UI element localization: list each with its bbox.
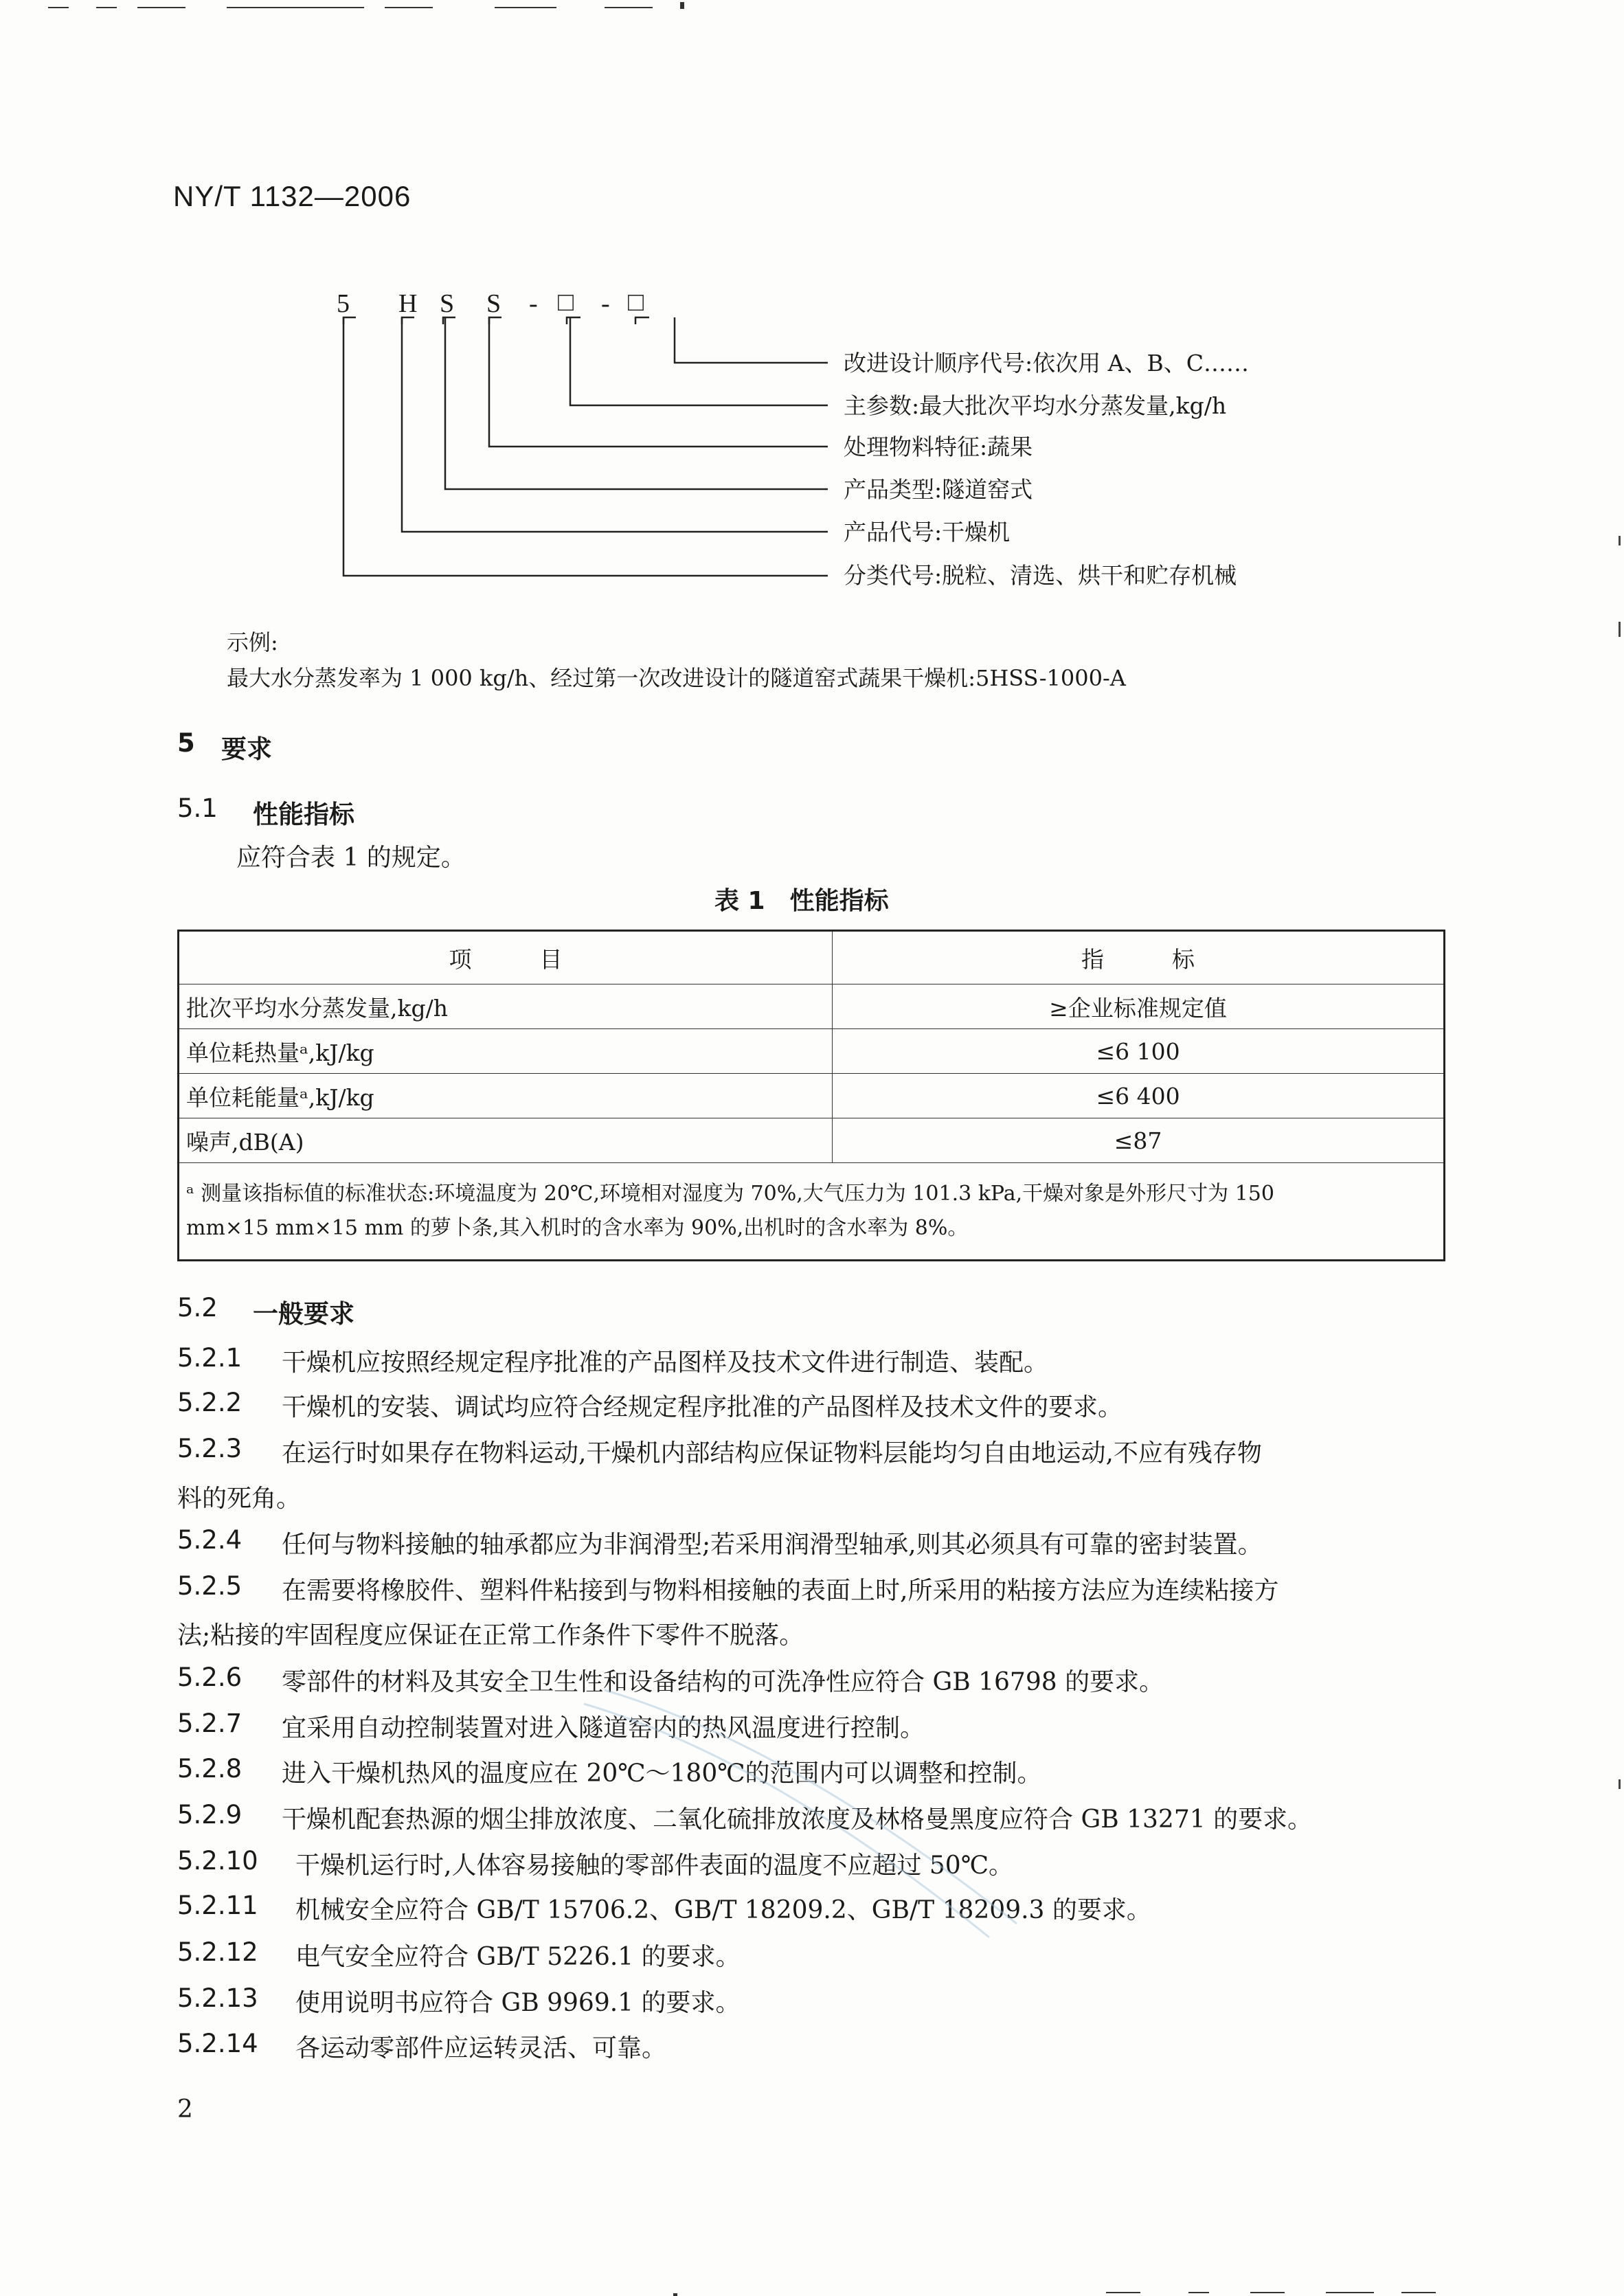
clause-number: 5.2.8 (177, 1754, 243, 1783)
page-number: 2 (177, 2095, 193, 2124)
table-footnote-line-1: ᵃ 测量该指标值的标准状态:环境温度为 20℃,环境相对湿度为 70%,大气压力为 101.3 kPa,干燥对象是外形尺寸为 150 (186, 1182, 1274, 1206)
table-1 (177, 930, 1445, 1261)
table-row (179, 1029, 1445, 1074)
code-bracket-lines (0, 0, 1624, 618)
section-5-1-text: 应符合表 1 的规定。 (236, 844, 466, 872)
section-5-title: 要求 (221, 734, 272, 764)
section-5-1-title: 性能指标 (253, 800, 354, 829)
scan-mark (1619, 536, 1621, 545)
code-label-category: 分类代号:脱粒、清选、烘干和贮存机械 (844, 562, 1237, 589)
clause-number: 5.2.10 (177, 1846, 258, 1876)
code-label-main-param: 主参数:最大批次平均水分蒸发量,kg/h (844, 392, 1227, 419)
clause-number: 5.2.3 (177, 1434, 243, 1463)
clause-text: 使用说明书应符合 GB 9969.1 的要求。 (295, 1989, 741, 2017)
section-5-number: 5 (177, 728, 195, 758)
clause-number: 5.2.6 (177, 1663, 243, 1692)
clause-number: 5.2.1 (177, 1343, 243, 1373)
clause-text-continued: 法;粘接的牢固程度应保证在正常工作条件下零件不脱落。 (177, 1621, 804, 1650)
table-header-row (179, 931, 1445, 984)
scan-mark (1619, 1779, 1621, 1789)
code-box-1: □ (558, 288, 574, 317)
code-char-s2: S (486, 289, 501, 318)
clause-text: 干燥机应按照经规定程序批准的产品图样及技术文件进行制造、装配。 (282, 1349, 1049, 1377)
clause-text: 零部件的材料及其安全卫生性和设备结构的可洗净性应符合 GB 16798 的要求。 (282, 1668, 1164, 1696)
table-cell-item: 噪声,dB(A) (179, 1118, 833, 1163)
table-header-value: 指 标 (833, 931, 1445, 984)
scan-mark (1401, 2292, 1436, 2293)
clause-number: 5.2.14 (177, 2029, 258, 2058)
code-label-type: 产品类型:隧道窑式 (844, 476, 1033, 503)
clause-text: 干燥机的安装、调试均应符合经规定程序批准的产品图样及技术文件的要求。 (282, 1393, 1123, 1421)
table-row (179, 1074, 1445, 1118)
clause-number: 5.2.9 (177, 1800, 243, 1830)
clause-number: 5.2.2 (177, 1388, 243, 1417)
clause-number: 5.2.5 (177, 1571, 243, 1601)
table-1-caption: 表 1 性能指标 (714, 887, 889, 915)
code-label-revision: 改进设计顺序代号:依次用 A、B、C…… (844, 350, 1249, 376)
clause-number: 5.2.12 (177, 1937, 258, 1967)
clause-text: 进入干燥机热风的温度应在 20℃～180℃的范围内可以调整和控制。 (282, 1759, 1042, 1788)
table-footnote-line-2: mm×15 mm×15 mm 的萝卜条,其入机时的含水率为 90%,出机时的含水率为 8%。 (186, 1216, 969, 1240)
table-header-item: 项 目 (179, 931, 833, 984)
standard-number: NY/T 1132—2006 (173, 180, 411, 212)
table-cell-item: 单位耗能量ᵃ,kJ/kg (179, 1074, 833, 1118)
clause-number: 5.2.13 (177, 1983, 258, 2013)
code-label-material: 处理物料特征:蔬果 (844, 434, 1033, 460)
table-cell-item: 批次平均水分蒸发量,kg/h (179, 984, 833, 1029)
table-cell-value: ≤6 100 (833, 1029, 1445, 1074)
clause-text: 电气安全应符合 GB/T 5226.1 的要求。 (295, 1943, 741, 1971)
scan-mark (1619, 622, 1621, 637)
scan-mark (673, 2293, 677, 2296)
clause-number: 5.2.11 (177, 1891, 258, 1920)
clause-text: 在运行时如果存在物料运动,干燥机内部结构应保证物料层能均匀自由地运动,不应有残存物 (282, 1439, 1262, 1467)
table-row (179, 984, 1445, 1029)
example-text: 最大水分蒸发率为 1 000 kg/h、经过第一次改进设计的隧道窑式蔬果干燥机:5HSS-1000-A (227, 665, 1126, 691)
table-row (179, 1118, 1445, 1163)
clause-number: 5.2.4 (177, 1525, 243, 1555)
clause-text: 在需要将橡胶件、塑料件粘接到与物料相接触的表面上时,所采用的粘接方法应为连续粘接方 (282, 1577, 1279, 1605)
code-dash-1: - (529, 289, 538, 318)
scan-mark (1326, 2292, 1374, 2293)
clause-text: 机械安全应符合 GB/T 15706.2、GB/T 18209.2、GB/T 18209.3 的要求。 (295, 1896, 1151, 1924)
section-5-1-number: 5.1 (177, 794, 218, 823)
clause-text-continued: 料的死角。 (177, 1485, 302, 1513)
clause-text: 任何与物料接触的轴承都应为非润滑型;若采用润滑型轴承,则其必须具有可靠的密封装置。 (282, 1531, 1263, 1559)
table-cell-item: 单位耗热量ᵃ,kJ/kg (179, 1029, 833, 1074)
scan-mark (1106, 2292, 1140, 2293)
clause-text: 干燥机配套热源的烟尘排放浓度、二氧化硫排放浓度及林格曼黑度应符合 GB 13271 的要求。 (282, 1805, 1313, 1834)
code-dash-2: - (601, 289, 610, 318)
clause-number: 5.2.7 (177, 1709, 243, 1738)
table-footnote (179, 1163, 1445, 1261)
example-title: 示例: (227, 629, 278, 655)
section-5-2-title: 一般要求 (253, 1299, 354, 1329)
code-char-h: H (398, 289, 418, 318)
section-5-2-number: 5.2 (177, 1293, 218, 1323)
table-cell-value: ≤87 (833, 1118, 1445, 1163)
code-char-s1: S (440, 289, 455, 318)
clause-text: 宜采用自动控制装置对进入隧道窑内的热风温度进行控制。 (282, 1714, 925, 1742)
scan-mark (1188, 2292, 1209, 2293)
table-cell-value: ≤6 400 (833, 1074, 1445, 1118)
clause-text: 干燥机运行时,人体容易接触的零部件表面的温度不应超过 50℃。 (295, 1852, 1013, 1880)
code-box-2: □ (628, 288, 644, 317)
watermark-stamp-icon (563, 1676, 1058, 1965)
code-char-5: 5 (337, 289, 350, 318)
table-cell-value: ≥企业标准规定值 (833, 984, 1445, 1029)
code-label-product: 产品代号:干燥机 (844, 519, 1011, 545)
clause-text: 各运动零部件应运转灵活、可靠。 (295, 2034, 667, 2062)
table-footnote-row (179, 1163, 1445, 1261)
scan-mark (1250, 2292, 1285, 2293)
